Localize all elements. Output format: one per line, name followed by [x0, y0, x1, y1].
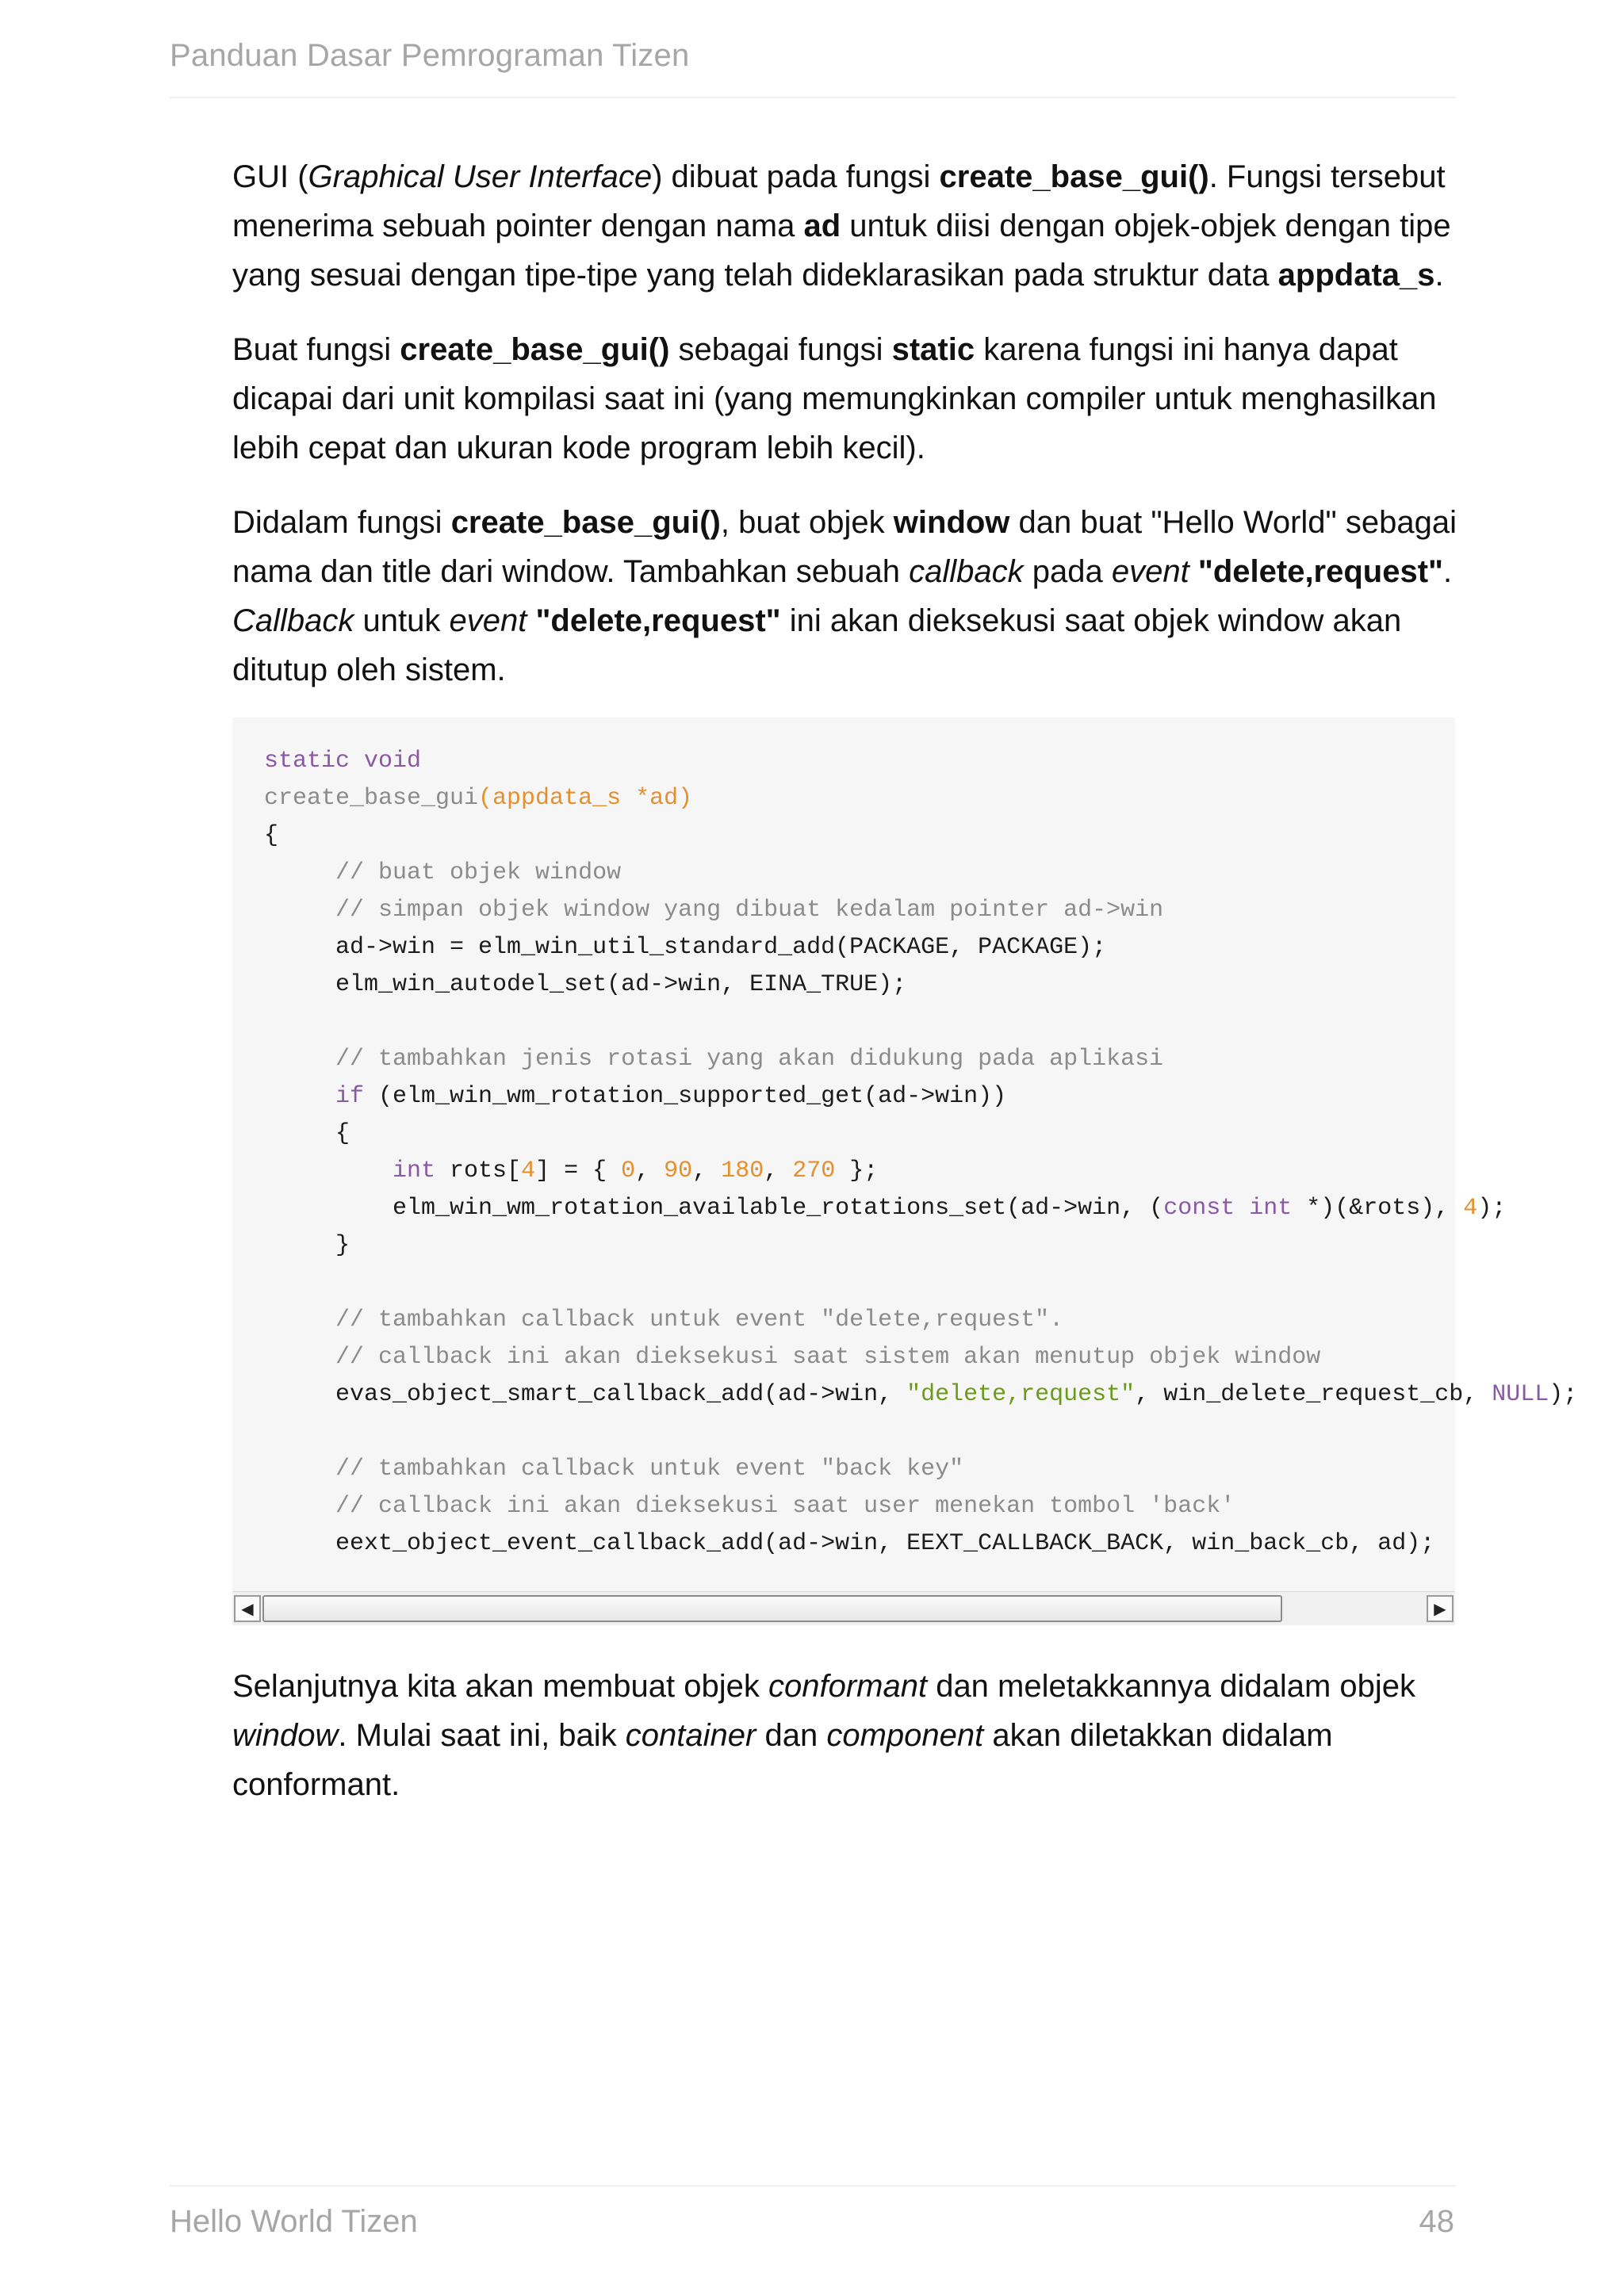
scrollbar-thumb[interactable] — [262, 1595, 1282, 1622]
code-line: { — [264, 822, 279, 849]
code-number: 4 — [1463, 1195, 1478, 1222]
code-text: evas_object_smart_callback_add(ad->win, — [335, 1381, 907, 1408]
bold-term: create_base_gui() — [939, 159, 1209, 194]
bold-term: create_base_gui() — [450, 505, 721, 540]
code-keyword: NULL — [1492, 1381, 1549, 1408]
bold-term: create_base_gui() — [400, 332, 670, 367]
page-number: 48 — [1419, 2204, 1454, 2239]
code-arguments: (appdata_s *ad) — [478, 785, 693, 812]
code-text: ); — [1549, 1381, 1578, 1408]
code-string: "delete,request" — [906, 1381, 1136, 1408]
code-number: 180 — [721, 1158, 764, 1184]
code-keyword: const — [1163, 1195, 1235, 1222]
paragraph-window-object — [232, 498, 1469, 695]
code-comment: // buat objek window — [335, 859, 622, 886]
scroll-left-arrow-icon[interactable]: ◀ — [234, 1595, 261, 1622]
emphasis: callback — [909, 554, 1024, 589]
code-text: ] = { — [535, 1158, 622, 1184]
code-text: , — [692, 1158, 722, 1184]
code-text: rots[ — [435, 1158, 522, 1184]
code-comment: // tambahkan callback untuk event "delete,request". — [335, 1307, 1064, 1334]
code-comment: // simpan objek window yang dibuat kedalam pointer ad->win — [335, 897, 1164, 924]
footer-title: Hello World Tizen — [170, 2204, 418, 2239]
code-text: ); — [1477, 1195, 1507, 1222]
emphasis: container — [625, 1718, 756, 1753]
header-divider — [170, 97, 1456, 98]
text: ini akan dieksekusi saat objek window akan ditutup oleh sistem. — [232, 603, 1402, 687]
code-text — [1235, 1195, 1249, 1222]
code-text: elm_win_wm_rotation_available_rotations_set(ad->win, ( — [393, 1195, 1164, 1222]
emphasis: Graphical User Interface — [308, 159, 653, 194]
emphasis: event — [449, 603, 527, 638]
text: dan buat "Hello World" sebagai nama dan title dari window. Tambahkan sebuah — [232, 505, 1457, 589]
code-line: { — [335, 1120, 350, 1147]
text: Buat fungsi — [232, 332, 400, 367]
text: . Fungsi tersebut menerima sebuah pointer dengan nama — [232, 159, 1446, 243]
code-listing — [264, 743, 1577, 1563]
text: untuk diisi dengan objek-objek dengan tipe yang sesuai dengan tipe-tipe yang telah dideklarasikan pada struktur data — [232, 209, 1451, 293]
text: Selanjutnya kita akan membuat objek — [232, 1669, 768, 1704]
code-line: eext_object_event_callback_add(ad->win, EEXT_CALLBACK_BACK, win_back_cb, ad); — [335, 1530, 1435, 1557]
bold-term: appdata_s — [1277, 258, 1435, 293]
code-number: 4 — [521, 1158, 536, 1184]
text — [1189, 554, 1198, 589]
code-text: *)(&rots), — [1292, 1195, 1464, 1222]
bold-term: "delete,request" — [535, 603, 781, 638]
code-keyword: static void — [264, 748, 422, 775]
text: untuk — [354, 603, 450, 638]
code-number: 0 — [621, 1158, 636, 1184]
code-keyword: int — [393, 1158, 436, 1184]
text: GUI ( — [232, 159, 308, 194]
emphasis: window — [232, 1718, 339, 1753]
code-line: } — [335, 1232, 350, 1259]
code-keyword: if — [335, 1083, 365, 1110]
text: , buat objek — [720, 505, 894, 540]
text: sebagai fungsi — [669, 332, 892, 367]
bold-term: "delete,request" — [1197, 554, 1444, 589]
text: dan — [756, 1718, 827, 1753]
code-line: ad->win = elm_win_util_standard_add(PACKAGE, PACKAGE); — [335, 934, 1107, 961]
text — [527, 603, 535, 638]
text: pada — [1023, 554, 1112, 589]
code-block[interactable] — [232, 718, 1578, 1625]
bold-term: ad — [803, 209, 841, 243]
text: . — [1443, 554, 1453, 589]
emphasis: Callback — [232, 603, 354, 638]
code-text: }; — [835, 1158, 879, 1184]
text: . Mulai saat ini, baik — [338, 1718, 626, 1753]
bold-term: window — [893, 505, 1010, 540]
code-line: elm_win_autodel_set(ad->win, EINA_TRUE); — [335, 971, 907, 998]
text: karena fungsi ini hanya dapat dicapai dari unit kompilasi saat ini (yang memungkinkan compiler untuk menghasilkan lebih cepat dan ukuran kode program lebih kecil). — [232, 332, 1437, 465]
bold-term: static — [891, 332, 975, 367]
code-number: 90 — [664, 1158, 693, 1184]
code-comment: // tambahkan jenis rotasi yang akan didukung pada aplikasi — [335, 1046, 1164, 1073]
code-line: (elm_win_wm_rotation_supported_get(ad->win)) — [364, 1083, 1007, 1110]
running-header-title: Panduan Dasar Pemrograman Tizen — [170, 38, 690, 73]
code-text: , — [764, 1158, 793, 1184]
code-text: , win_delete_request_cb, — [1135, 1381, 1492, 1408]
paragraph-gui-intro — [232, 152, 1469, 300]
emphasis: conformant — [768, 1669, 928, 1704]
footer-divider — [170, 2185, 1456, 2187]
emphasis: event — [1111, 554, 1189, 589]
emphasis: component — [826, 1718, 984, 1753]
text: akan diletakkan didalam conformant. — [232, 1718, 1333, 1802]
text: . — [1434, 258, 1444, 293]
text: Didalam fungsi — [232, 505, 451, 540]
paragraph-static-function — [232, 325, 1469, 473]
code-number: 270 — [792, 1158, 836, 1184]
paragraph-conformant — [232, 1662, 1469, 1809]
code-function-name: create_base_gui — [264, 785, 479, 812]
code-horizontal-scrollbar[interactable] — [232, 1591, 1455, 1625]
text: ) dibuat pada fungsi — [652, 159, 940, 194]
text: dan meletakkannya didalam objek — [927, 1669, 1416, 1704]
code-comment: // tambahkan callback untuk event "back key" — [335, 1456, 964, 1483]
code-keyword: int — [1249, 1195, 1293, 1222]
code-comment: // callback ini akan dieksekusi saat user menekan tombol 'back' — [335, 1493, 1235, 1520]
code-comment: // callback ini akan dieksekusi saat sistem akan menutup objek window — [335, 1344, 1321, 1371]
code-text: , — [635, 1158, 665, 1184]
scroll-right-arrow-icon[interactable]: ▶ — [1427, 1595, 1454, 1622]
